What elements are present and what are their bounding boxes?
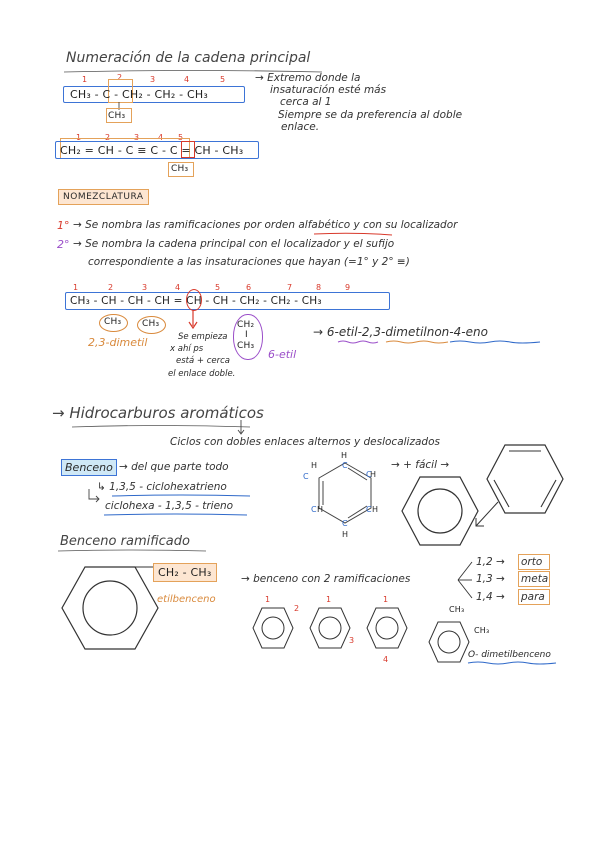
- f2-number-4: 4: [158, 133, 164, 142]
- etilbenceno-label: etilbenceno: [157, 594, 216, 605]
- formula-3-branch-3-bottom: CH₃: [237, 341, 255, 351]
- atom-h-bottom: H: [342, 530, 349, 539]
- benceno-desc: → del que parte todo: [119, 461, 229, 473]
- nomenclatura-tag: NOMEZCLATURA: [58, 189, 149, 205]
- benceno-tag: Benceno: [61, 459, 117, 476]
- ring-dimetil: [427, 620, 471, 664]
- branch-highlight: [106, 108, 132, 123]
- branch-arrows: [456, 560, 476, 600]
- ring-para-1: 1: [383, 595, 389, 604]
- aromaticos-title: → Hidrocarburos aromáticos: [52, 404, 264, 422]
- result-name: → 6-etil-2,3-dimetilnon-4-eno: [313, 325, 488, 339]
- dimetil-underline: [386, 340, 448, 345]
- atom-h-tr: H: [370, 470, 377, 479]
- carbon-number-1: 1: [82, 75, 88, 84]
- note-empieza-1: Se empieza: [178, 332, 228, 342]
- ring-orto-2: 2: [294, 604, 300, 613]
- dimetil-right-group: CH₃: [474, 626, 490, 635]
- f3-number-6: 6: [246, 283, 252, 292]
- ring-meta-1: 1: [326, 595, 332, 604]
- rule-1-text: → Se nombra las ramificaciones por orden alfabético y con su localizador: [73, 219, 458, 231]
- ring-para-4: 4: [383, 655, 389, 664]
- formula-1-main: CH₃ - C - CH₂ - CH₂ - CH₃: [70, 88, 208, 101]
- f2-number-5: 5: [178, 133, 184, 142]
- formula-2-branch: CH₃: [171, 164, 189, 174]
- note-line-2: insaturación esté más: [270, 84, 387, 96]
- dimetil-label: O- dimetilbenceno: [468, 650, 551, 660]
- carbon-number-5: 5: [220, 75, 226, 84]
- benzene-circle: [400, 475, 480, 547]
- formula-2-main: CH₂ = CH - C ≡ C - C = CH - CH₃: [60, 144, 244, 157]
- formula-3-branch-2: CH₃: [142, 319, 160, 329]
- section-title-numeracion: Numeración de la cadena principal: [66, 50, 311, 66]
- formula-1-branch: CH₃: [108, 111, 126, 121]
- aromaticos-underline: [72, 425, 252, 429]
- label-etil: 6-etil: [268, 348, 297, 361]
- ring-para: [365, 606, 409, 650]
- rule-2-text: → Se nombra la cadena principal con el localizador y el sufijo: [73, 238, 395, 250]
- atom-c-bl: C: [311, 505, 317, 514]
- atom-h-bl: H: [317, 505, 324, 514]
- ramificado-title: Benceno ramificado: [60, 534, 190, 549]
- formula-3-main: CH₃ - CH - CH - CH = CH - CH - CH₂ - CH₂ - CH₃: [70, 295, 322, 307]
- rule-1-marker: 1°: [57, 219, 70, 232]
- f3-number-9: 9: [345, 283, 351, 292]
- ramificado-underline: [58, 549, 208, 553]
- name-2-underline: [104, 513, 249, 517]
- option-orto-pos: 1,2 →: [476, 556, 505, 568]
- arrow-down-red: [187, 310, 199, 330]
- ramificado-desc: → benceno con 2 ramificaciones: [241, 573, 411, 585]
- dimetil-label-underline: [468, 661, 558, 666]
- note-line-1: → Extremo donde la: [255, 72, 361, 84]
- carbon-number-4: 4: [184, 75, 190, 84]
- arrow-down-small: [236, 420, 246, 436]
- carbon-number-3: 3: [150, 75, 156, 84]
- f3-number-1: 1: [73, 283, 79, 292]
- atom-h-br: H: [372, 505, 379, 514]
- substituent-formula: CH₂ - CH₃: [158, 566, 212, 579]
- ring-meta-3: 3: [349, 636, 355, 645]
- aromaticos-subtitle: Ciclos con dobles enlaces alternos y deslocalizados: [170, 436, 440, 448]
- f3-number-3: 3: [142, 283, 148, 292]
- note-empieza-3: está + cerca: [176, 356, 231, 366]
- note-line-3: cerca al 1: [280, 96, 332, 108]
- note-line-5: enlace.: [281, 121, 320, 133]
- atom-c-bottom: C: [342, 519, 348, 528]
- atom-c-tl: C: [303, 472, 309, 481]
- f3-number-8: 8: [316, 283, 322, 292]
- note-line-4: Siempre se da preferencia al doble: [278, 109, 463, 121]
- f3-number-4: 4: [175, 283, 181, 292]
- f2-number-1: 1: [76, 133, 82, 142]
- formula-3-branch-3-top: CH₂: [237, 320, 255, 330]
- label-dimetil: 2,3-dimetil: [88, 336, 148, 349]
- atom-c-br: C: [366, 505, 372, 514]
- note-empieza-4: el enlace doble.: [168, 369, 236, 379]
- option-para: para: [521, 591, 545, 603]
- rule-2-text-cont: correspondiente a las insaturaciones que hayan (=1° y 2° ≡): [88, 256, 410, 268]
- rule-1-underline: [314, 232, 394, 236]
- double-bond-circle: [186, 289, 202, 311]
- f3-number-5: 5: [215, 283, 221, 292]
- note-empieza-2: x ahí ps: [170, 344, 204, 354]
- option-para-pos: 1,4 →: [476, 591, 505, 603]
- etil-underline: [338, 340, 378, 345]
- ring-meta: [308, 606, 355, 650]
- atom-h-tl: H: [311, 461, 318, 470]
- f3-number-2: 2: [108, 283, 114, 292]
- atom-c-top: C: [342, 461, 348, 470]
- option-orto: orto: [521, 556, 543, 568]
- atom-h-top: H: [341, 451, 348, 460]
- bracket-arrow: [87, 489, 101, 503]
- formula-3-branch-1: CH₃: [104, 317, 122, 327]
- carbon-number-2: 2: [117, 73, 123, 82]
- benceno-name-1: ↳ 1,3,5 - ciclohexatrieno: [97, 481, 227, 493]
- rule-2-marker: 2°: [57, 238, 70, 251]
- facil-label: → + fácil →: [391, 459, 450, 471]
- f3-number-7: 7: [287, 283, 293, 292]
- option-meta: meta: [521, 573, 549, 585]
- dimetil-top-group: CH₃: [449, 605, 465, 614]
- f2-number-2: 2: [105, 133, 111, 142]
- ring-orto-1: 1: [265, 595, 271, 604]
- f2-number-3: 3: [134, 133, 140, 142]
- etilbenzene-ring: [60, 565, 160, 651]
- name-1-underline: [112, 494, 252, 498]
- option-meta-pos: 1,3 →: [476, 573, 505, 585]
- chain-underline: [450, 340, 540, 345]
- formula-3-branch-3-bond: I: [245, 330, 248, 340]
- ring-orto: [251, 606, 295, 650]
- atom-c-tr: C: [366, 470, 372, 479]
- benceno-name-2: ciclohexa - 1,3,5 - trieno: [105, 500, 234, 512]
